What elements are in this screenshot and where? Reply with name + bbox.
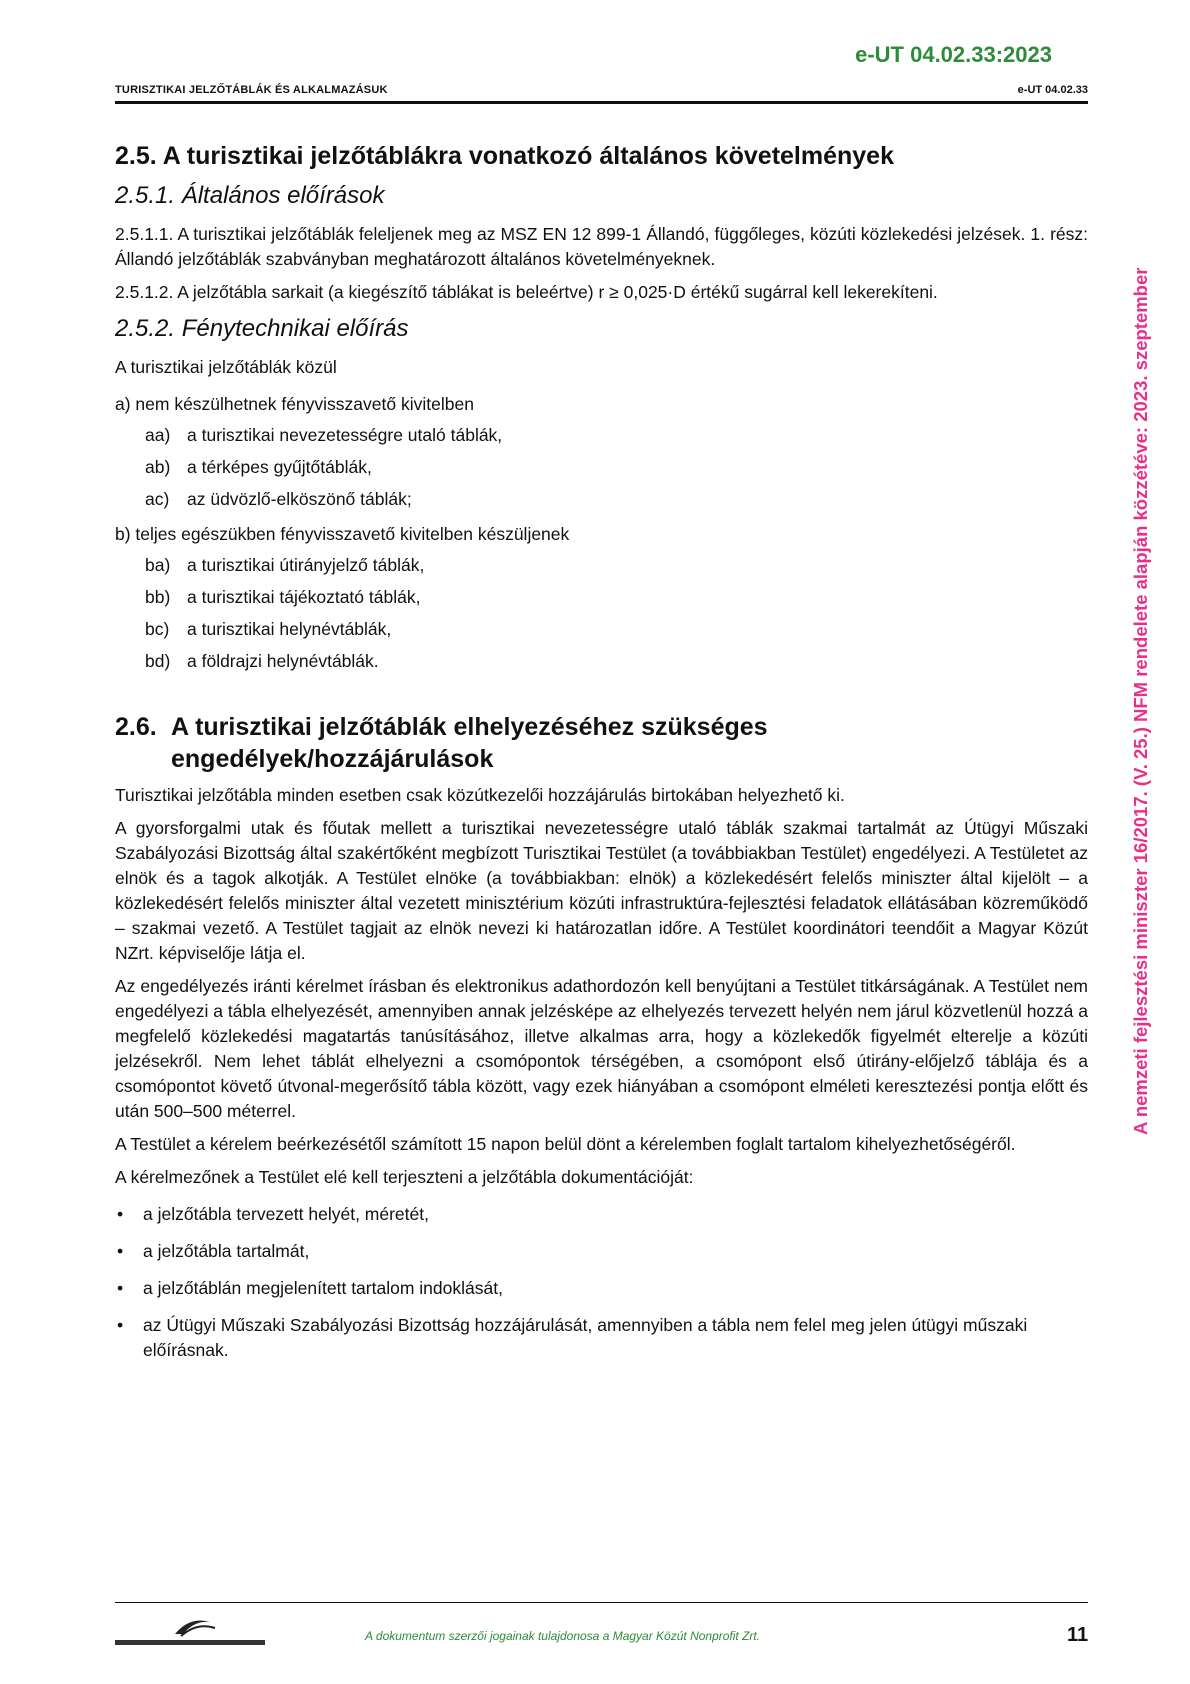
- paragraph-2-5-1-1: 2.5.1.1. A turisztikai jelzőtáblák feleljenek meg az MSZ EN 12 899-1 Állandó, függőleges, közúti közlekedési jelzések. 1. rész: Állandó jelzőtáblák szabványban meghatározott általános követelményeknek.: [115, 224, 1088, 269]
- footer-copyright: A dokumentum szerzői jogainak tulajdonosa a Magyar Közút Nonprofit Zrt.: [365, 1629, 761, 1643]
- section-gap: [115, 681, 1088, 711]
- list-item: ac) az üdvözlő-elköszönő táblák;: [145, 489, 412, 509]
- paragraph-2-5-1-2: 2.5.1.2. A jelzőtábla sarkait (a kiegészítő táblákat is beleértve) r ≥ 0,025·D értékű sugárral kell lekerekíteni.: [115, 282, 938, 302]
- group-a-list: [145, 423, 1088, 512]
- documentation-bullet-list: [115, 1202, 1088, 1363]
- header-rule: [115, 101, 1088, 104]
- paragraph-2-6-4: A Testület a kérelem beérkezésétől számított 15 napon belül dönt a kérelemben foglalt tartalom kihelyezhetőségéről.: [115, 1134, 1016, 1154]
- group-a-label: a) nem készülhetnek fényvisszavető kivitelben: [115, 394, 474, 414]
- section-2-6-number: 2.6.: [115, 713, 157, 741]
- group-b-list: [145, 553, 1088, 674]
- running-header-code: e-UT 04.02.33: [1017, 84, 1088, 96]
- publication-side-note: A nemzeti fejlesztési miniszter 16/2017. (V. 25.) NFM rendelete alapján közzétéve: 2023. szeptember: [1130, 267, 1151, 1135]
- group-b-label: b) teljes egészükben fényvisszavető kivitelben készüljenek: [115, 524, 570, 544]
- bullet-item: • az Útügyi Műszaki Szabályozási Bizottság hozzájárulását, amennyiben a tábla nem felel meg jelen útügyi műszaki előírásnak.: [115, 1313, 1088, 1363]
- list-item: ab) a térképes gyűjtőtáblák,: [145, 457, 372, 477]
- running-header-title: TURISZTIKAI JELZŐTÁBLÁK ÉS ALKALMAZÁSUK: [115, 84, 388, 96]
- document-code-stamp: e-UT 04.02.33:2023: [855, 42, 1052, 67]
- section-2-5-2-heading: 2.5.2. Fénytechnikai előírás: [115, 315, 409, 342]
- paragraph-2-6-5: A kérelmezőnek a Testület elé kell terjeszteni a jelzőtábla dokumentációját:: [115, 1167, 694, 1187]
- bullet-item: • a jelzőtábla tervezett helyét, méretét,: [115, 1202, 1088, 1227]
- bullet-item: • a jelzőtáblán megjelenített tartalom indoklását,: [115, 1276, 1088, 1301]
- paragraph-2-6-2: A gyorsforgalmi utak és főutak mellett a turisztikai nevezetességre utaló táblák szakmai tartalmát az Útügyi Műszaki Szabályozási Bizottság által szakértőként megbízott Turisztikai Testület (a továbbiakban Testület) engedélyezi. A Testületet az elnök és a tagok alkotják. A Testület elnöke (a továbbiakban: elnök) a közlekedésért felelős miniszter által kijelölt – a közlekedésért felelős miniszter által vezetett minisztérium közúti infrastruktúra-fejlesztési feladatok ellátásában közreműködő – szakmai vezető. A Testület tagjait az elnök nevezi ki határozatlan időre. A Testület koordinátori teendőit a Magyar Közút NZrt. képviselője látja el.: [115, 818, 1088, 963]
- section-2-5-heading: 2.5. A turisztikai jelzőtáblákra vonatkozó általános követelmények: [115, 142, 894, 170]
- running-header: [115, 84, 1088, 96]
- list-item: bb) a turisztikai tájékoztató táblák,: [145, 587, 421, 607]
- bullet-item: • a jelzőtábla tartalmát,: [115, 1239, 1088, 1264]
- list-item: bd) a földrajzi helynévtáblák.: [145, 651, 379, 671]
- page-content: [115, 140, 1088, 1375]
- list-item: aa) a turisztikai nevezetességre utaló táblák,: [145, 425, 503, 445]
- section-2-5-1-heading: 2.5.1. Általános előírások: [115, 182, 385, 209]
- footer-rule: [115, 1602, 1088, 1603]
- paragraph-2-6-1: Turisztikai jelzőtábla minden esetben csak közútkezelői hozzájárulás birtokában helyezhető ki.: [115, 785, 845, 805]
- list-item: bc) a turisztikai helynévtáblák,: [145, 619, 392, 639]
- section-2-6-heading: 2.6. A turisztikai jelzőtáblák elhelyezéséhez szükséges engedélyek/hozzájárulások: [115, 713, 768, 773]
- page-number: 11: [1067, 1624, 1089, 1646]
- list-intro: A turisztikai jelzőtáblák közül: [115, 357, 337, 377]
- list-item: ba) a turisztikai útirányjelző táblák,: [145, 555, 425, 575]
- paragraph-2-6-3: Az engedélyezés iránti kérelmet írásban és elektronikus adathordozón kell benyújtani a Testület titkárságának. A Testület nem engedélyezi a tábla elhelyezését, amennyiben annak jelzésképe az elhelyezés tervezett helyén nem járul közvetlenül hozzá a megfelelő közlekedési magatartás tanúsításához, illetve alkalmas arra, hogy a közlekedők figyelmét elterelje a közúti jelzésekről. Nem lehet táblát elhelyezni a csomópontok térségében, a csomópont első útirány-előjelző táblája és a csomópontot követő útvonal-megerősítő tábla között, vagy ezek hiányában a csomópont elméleti keresztezési pontja előtt és után 500–500 méterrel.: [115, 976, 1088, 1121]
- publisher-logo-icon: [115, 1612, 265, 1652]
